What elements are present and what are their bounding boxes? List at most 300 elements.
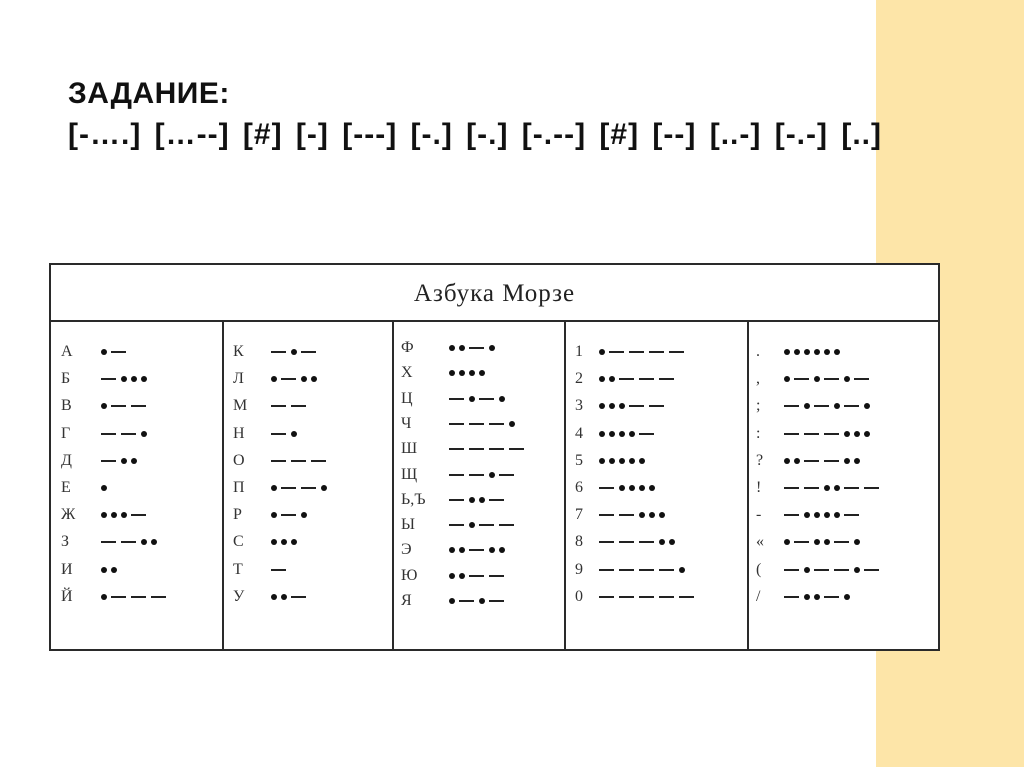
morse-dot bbox=[311, 376, 317, 382]
morse-char: З bbox=[61, 533, 70, 551]
morse-dot bbox=[629, 458, 635, 464]
morse-dash bbox=[824, 596, 839, 598]
morse-dash bbox=[679, 596, 694, 598]
morse-dot bbox=[854, 539, 860, 545]
morse-dot bbox=[629, 431, 635, 437]
morse-code bbox=[449, 497, 509, 503]
morse-dot bbox=[599, 349, 605, 355]
morse-dash bbox=[844, 514, 859, 516]
task-title: ЗАДАНИЕ: bbox=[68, 77, 230, 110]
morse-dot bbox=[599, 376, 605, 382]
morse-dot bbox=[844, 594, 850, 600]
morse-dash bbox=[834, 569, 849, 571]
morse-dot bbox=[121, 376, 127, 382]
morse-dot bbox=[814, 512, 820, 518]
morse-char: ( bbox=[756, 560, 762, 578]
morse-char: ; bbox=[756, 397, 761, 415]
morse-dash bbox=[469, 575, 484, 577]
morse-dash bbox=[639, 569, 654, 571]
morse-char: Щ bbox=[401, 465, 418, 483]
morse-dot bbox=[784, 349, 790, 355]
morse-dot bbox=[449, 345, 455, 351]
morse-char: Х bbox=[401, 364, 413, 382]
morse-dash bbox=[449, 423, 464, 425]
morse-code bbox=[599, 512, 669, 518]
morse-dot bbox=[489, 547, 495, 553]
morse-row bbox=[223, 558, 291, 582]
morse-dot bbox=[814, 376, 820, 382]
morse-dash bbox=[449, 499, 464, 501]
morse-dot bbox=[599, 403, 605, 409]
morse-row bbox=[393, 589, 509, 613]
morse-dot bbox=[824, 512, 830, 518]
morse-dot bbox=[101, 349, 107, 355]
morse-table-title: Азбука Морзе bbox=[51, 265, 938, 322]
morse-row bbox=[393, 513, 519, 537]
morse-dash bbox=[824, 433, 839, 435]
morse-dash bbox=[824, 378, 839, 380]
morse-code bbox=[784, 376, 874, 382]
morse-dot bbox=[649, 512, 655, 518]
morse-dot bbox=[864, 403, 870, 409]
morse-dot bbox=[784, 458, 790, 464]
morse-dash bbox=[659, 596, 674, 598]
morse-dash bbox=[489, 448, 504, 450]
morse-dot bbox=[804, 567, 810, 573]
morse-dash bbox=[804, 460, 819, 462]
morse-dot bbox=[814, 539, 820, 545]
morse-char: Е bbox=[61, 479, 71, 496]
morse-dot bbox=[824, 539, 830, 545]
morse-dot bbox=[449, 370, 455, 376]
morse-dot bbox=[834, 349, 840, 355]
morse-column bbox=[393, 322, 565, 651]
morse-dot bbox=[459, 345, 465, 351]
morse-row bbox=[748, 422, 874, 446]
morse-char: ! bbox=[756, 479, 762, 496]
morse-dash bbox=[784, 487, 799, 489]
morse-code bbox=[449, 522, 519, 528]
morse-dot bbox=[794, 349, 800, 355]
morse-code bbox=[784, 594, 854, 600]
morse-code bbox=[784, 485, 884, 491]
morse-dash bbox=[121, 541, 136, 543]
morse-dot bbox=[101, 567, 107, 573]
morse-dot bbox=[499, 396, 505, 402]
morse-dash bbox=[449, 474, 464, 476]
morse-dot bbox=[794, 458, 800, 464]
morse-dot bbox=[101, 485, 107, 491]
morse-dot bbox=[669, 539, 675, 545]
morse-dot bbox=[449, 547, 455, 553]
morse-dash bbox=[449, 448, 464, 450]
morse-row bbox=[51, 585, 171, 609]
morse-row bbox=[393, 412, 519, 436]
morse-dash bbox=[131, 514, 146, 516]
morse-code bbox=[271, 349, 321, 355]
morse-dot bbox=[469, 396, 475, 402]
morse-char: 8 bbox=[575, 533, 583, 551]
morse-dot bbox=[141, 431, 147, 437]
morse-dot bbox=[469, 370, 475, 376]
morse-code bbox=[449, 448, 529, 450]
morse-dot bbox=[459, 547, 465, 553]
morse-code bbox=[271, 512, 311, 518]
morse-dot bbox=[121, 458, 127, 464]
morse-dash bbox=[131, 405, 146, 407]
morse-dash bbox=[844, 487, 859, 489]
morse-dot bbox=[449, 598, 455, 604]
morse-dash bbox=[599, 569, 614, 571]
morse-row bbox=[51, 422, 151, 446]
morse-code bbox=[271, 594, 311, 600]
morse-dash bbox=[814, 569, 829, 571]
morse-dot bbox=[659, 512, 665, 518]
morse-code bbox=[449, 345, 499, 351]
morse-column bbox=[51, 322, 223, 651]
morse-code bbox=[271, 405, 311, 407]
morse-dash bbox=[599, 541, 614, 543]
morse-dot bbox=[599, 458, 605, 464]
morse-row bbox=[223, 394, 311, 418]
morse-char: У bbox=[233, 587, 245, 605]
morse-code bbox=[784, 567, 884, 573]
morse-dot bbox=[864, 431, 870, 437]
morse-dash bbox=[291, 460, 306, 462]
morse-dash bbox=[639, 541, 654, 543]
morse-dot bbox=[459, 573, 465, 579]
morse-code bbox=[101, 594, 171, 600]
morse-dot bbox=[301, 512, 307, 518]
morse-dash bbox=[271, 351, 286, 353]
morse-dot bbox=[844, 376, 850, 382]
morse-char: Ж bbox=[61, 506, 76, 524]
morse-row bbox=[565, 476, 659, 500]
morse-dash bbox=[111, 596, 126, 598]
morse-dot bbox=[131, 458, 137, 464]
morse-row bbox=[748, 449, 864, 473]
morse-dash bbox=[794, 378, 809, 380]
morse-code bbox=[449, 598, 509, 604]
morse-dash bbox=[784, 433, 799, 435]
morse-code bbox=[784, 431, 874, 437]
morse-dot bbox=[804, 403, 810, 409]
morse-dot bbox=[479, 598, 485, 604]
morse-dash bbox=[659, 378, 674, 380]
morse-dash bbox=[271, 405, 286, 407]
morse-dash bbox=[489, 575, 504, 577]
morse-dot bbox=[824, 485, 830, 491]
morse-dot bbox=[629, 485, 635, 491]
morse-dash bbox=[509, 448, 524, 450]
morse-code bbox=[271, 539, 301, 545]
morse-char: Ф bbox=[401, 339, 414, 356]
morse-row bbox=[565, 394, 669, 418]
morse-char: Л bbox=[233, 370, 244, 388]
morse-dash bbox=[469, 474, 484, 476]
morse-code bbox=[101, 458, 141, 464]
morse-char: 9 bbox=[575, 560, 583, 578]
morse-dash bbox=[784, 596, 799, 598]
morse-dot bbox=[271, 376, 277, 382]
morse-char: 7 bbox=[575, 506, 583, 524]
morse-char: К bbox=[233, 343, 244, 360]
morse-row bbox=[223, 367, 321, 391]
morse-dash bbox=[599, 596, 614, 598]
morse-code bbox=[101, 567, 121, 573]
morse-dash bbox=[489, 423, 504, 425]
morse-char: Э bbox=[401, 541, 412, 559]
morse-row bbox=[223, 449, 331, 473]
morse-code bbox=[271, 460, 331, 462]
morse-dot bbox=[469, 497, 475, 503]
morse-dash bbox=[599, 487, 614, 489]
morse-dot bbox=[854, 567, 860, 573]
morse-code bbox=[599, 485, 659, 491]
morse-dash bbox=[281, 487, 296, 489]
morse-dot bbox=[844, 431, 850, 437]
morse-dash bbox=[101, 378, 116, 380]
morse-row bbox=[393, 463, 519, 487]
morse-column bbox=[223, 322, 393, 651]
morse-dash bbox=[649, 405, 664, 407]
morse-dash bbox=[121, 433, 136, 435]
morse-code bbox=[101, 539, 161, 545]
morse-dot bbox=[659, 539, 665, 545]
morse-row bbox=[748, 530, 864, 554]
morse-dot bbox=[679, 567, 685, 573]
morse-dot bbox=[101, 594, 107, 600]
morse-row bbox=[565, 503, 669, 527]
morse-dash bbox=[101, 460, 116, 462]
morse-dot bbox=[509, 421, 515, 427]
morse-dot bbox=[111, 512, 117, 518]
morse-code bbox=[599, 403, 669, 409]
morse-code bbox=[599, 376, 679, 382]
morse-dot bbox=[619, 403, 625, 409]
morse-dash bbox=[311, 460, 326, 462]
morse-dot bbox=[281, 594, 287, 600]
morse-dash bbox=[814, 405, 829, 407]
morse-dot bbox=[499, 547, 505, 553]
morse-dot bbox=[609, 431, 615, 437]
morse-dot bbox=[609, 403, 615, 409]
morse-dot bbox=[609, 458, 615, 464]
morse-dash bbox=[804, 433, 819, 435]
morse-dash bbox=[784, 569, 799, 571]
morse-dash bbox=[619, 596, 634, 598]
morse-row bbox=[51, 367, 151, 391]
morse-dash bbox=[599, 514, 614, 516]
morse-row bbox=[393, 336, 499, 360]
morse-dash bbox=[619, 569, 634, 571]
morse-row bbox=[51, 476, 111, 500]
morse-char: С bbox=[233, 533, 244, 551]
morse-char: 5 bbox=[575, 451, 583, 469]
morse-dot bbox=[619, 485, 625, 491]
morse-row bbox=[223, 530, 301, 554]
morse-code bbox=[449, 573, 509, 579]
morse-dot bbox=[804, 349, 810, 355]
morse-dash bbox=[469, 347, 484, 349]
morse-row bbox=[748, 558, 884, 582]
morse-dot bbox=[834, 403, 840, 409]
morse-char: Г bbox=[61, 424, 71, 442]
morse-dot bbox=[131, 376, 137, 382]
morse-char: 3 bbox=[575, 397, 583, 415]
morse-row bbox=[51, 558, 121, 582]
morse-char: Т bbox=[233, 560, 243, 578]
morse-dot bbox=[291, 431, 297, 437]
morse-char: . bbox=[756, 343, 760, 360]
morse-row bbox=[748, 340, 844, 364]
morse-code bbox=[101, 512, 151, 518]
morse-dot bbox=[449, 573, 455, 579]
morse-dash bbox=[131, 596, 146, 598]
morse-char: Ц bbox=[401, 389, 413, 407]
morse-code bbox=[784, 512, 864, 518]
morse-dot bbox=[111, 567, 117, 573]
morse-char: Р bbox=[233, 506, 242, 524]
morse-dot bbox=[599, 431, 605, 437]
morse-dash bbox=[449, 524, 464, 526]
morse-char: М bbox=[233, 397, 248, 415]
morse-char: Ю bbox=[401, 566, 418, 584]
morse-code bbox=[271, 376, 321, 382]
morse-dot bbox=[784, 539, 790, 545]
morse-char: / bbox=[756, 587, 761, 605]
morse-code bbox=[101, 431, 151, 437]
morse-row bbox=[393, 488, 509, 512]
morse-dot bbox=[141, 376, 147, 382]
morse-code bbox=[599, 596, 699, 598]
morse-dash bbox=[111, 405, 126, 407]
morse-dot bbox=[804, 512, 810, 518]
morse-dash bbox=[479, 398, 494, 400]
morse-row bbox=[748, 585, 854, 609]
morse-dash bbox=[449, 398, 464, 400]
morse-dot bbox=[814, 349, 820, 355]
morse-dot bbox=[489, 472, 495, 478]
morse-dash bbox=[271, 433, 286, 435]
morse-code bbox=[449, 421, 519, 427]
morse-code bbox=[784, 458, 864, 464]
morse-dash bbox=[499, 474, 514, 476]
morse-row bbox=[565, 340, 689, 364]
morse-dash bbox=[659, 569, 674, 571]
morse-dot bbox=[121, 512, 127, 518]
morse-dot bbox=[784, 376, 790, 382]
task-block bbox=[68, 78, 968, 151]
morse-dot bbox=[271, 539, 277, 545]
morse-dot bbox=[291, 539, 297, 545]
morse-dash bbox=[291, 405, 306, 407]
morse-char: А bbox=[61, 343, 73, 360]
morse-dot bbox=[151, 539, 157, 545]
morse-dash bbox=[834, 541, 849, 543]
morse-dash bbox=[619, 541, 634, 543]
morse-code bbox=[599, 539, 679, 545]
morse-char: Ь,Ъ bbox=[401, 490, 426, 508]
morse-dash bbox=[844, 405, 859, 407]
morse-code bbox=[599, 567, 689, 573]
morse-char: ? bbox=[756, 451, 764, 469]
morse-char: Н bbox=[233, 424, 245, 442]
morse-code bbox=[101, 349, 131, 355]
morse-row bbox=[393, 387, 509, 411]
morse-dash bbox=[301, 487, 316, 489]
morse-char: В bbox=[61, 397, 72, 415]
morse-char: 2 bbox=[575, 370, 583, 388]
morse-row bbox=[393, 437, 529, 461]
morse-dot bbox=[814, 594, 820, 600]
morse-code bbox=[599, 349, 689, 355]
morse-row bbox=[393, 564, 509, 588]
morse-row bbox=[565, 367, 679, 391]
morse-dot bbox=[101, 403, 107, 409]
morse-dot bbox=[141, 539, 147, 545]
morse-dot bbox=[844, 458, 850, 464]
morse-char: Й bbox=[61, 587, 73, 605]
morse-char: Ы bbox=[401, 516, 415, 534]
morse-dot bbox=[804, 594, 810, 600]
morse-dot bbox=[619, 431, 625, 437]
morse-code bbox=[784, 403, 874, 409]
morse-dash bbox=[639, 596, 654, 598]
morse-code bbox=[101, 403, 151, 409]
morse-row bbox=[565, 530, 679, 554]
morse-dash bbox=[101, 541, 116, 543]
morse-char: Ш bbox=[401, 440, 418, 458]
morse-dot bbox=[459, 370, 465, 376]
morse-dot bbox=[834, 512, 840, 518]
morse-char: И bbox=[61, 560, 73, 578]
morse-dot bbox=[101, 512, 107, 518]
morse-dot bbox=[291, 349, 297, 355]
morse-row bbox=[748, 503, 864, 527]
morse-code bbox=[449, 396, 509, 402]
morse-dash bbox=[609, 351, 624, 353]
morse-dot bbox=[854, 431, 860, 437]
morse-char: П bbox=[233, 479, 245, 496]
morse-row bbox=[565, 558, 689, 582]
morse-dot bbox=[321, 485, 327, 491]
morse-row bbox=[223, 340, 321, 364]
morse-dot bbox=[639, 458, 645, 464]
morse-dot bbox=[489, 345, 495, 351]
morse-table bbox=[49, 263, 940, 651]
morse-code bbox=[271, 431, 301, 437]
morse-dash bbox=[864, 487, 879, 489]
morse-row bbox=[223, 503, 311, 527]
morse-dot bbox=[649, 485, 655, 491]
morse-char: Ч bbox=[401, 414, 412, 432]
morse-table-columns bbox=[51, 322, 938, 651]
morse-dash bbox=[469, 448, 484, 450]
morse-code bbox=[449, 370, 489, 376]
morse-char: : bbox=[756, 424, 761, 442]
morse-code bbox=[449, 472, 519, 478]
morse-dot bbox=[271, 594, 277, 600]
morse-dot bbox=[639, 485, 645, 491]
morse-dash bbox=[281, 378, 296, 380]
morse-row bbox=[393, 361, 489, 385]
morse-row bbox=[51, 503, 151, 527]
morse-row bbox=[565, 449, 649, 473]
morse-column bbox=[565, 322, 748, 651]
morse-row bbox=[51, 340, 131, 364]
morse-dash bbox=[291, 596, 306, 598]
